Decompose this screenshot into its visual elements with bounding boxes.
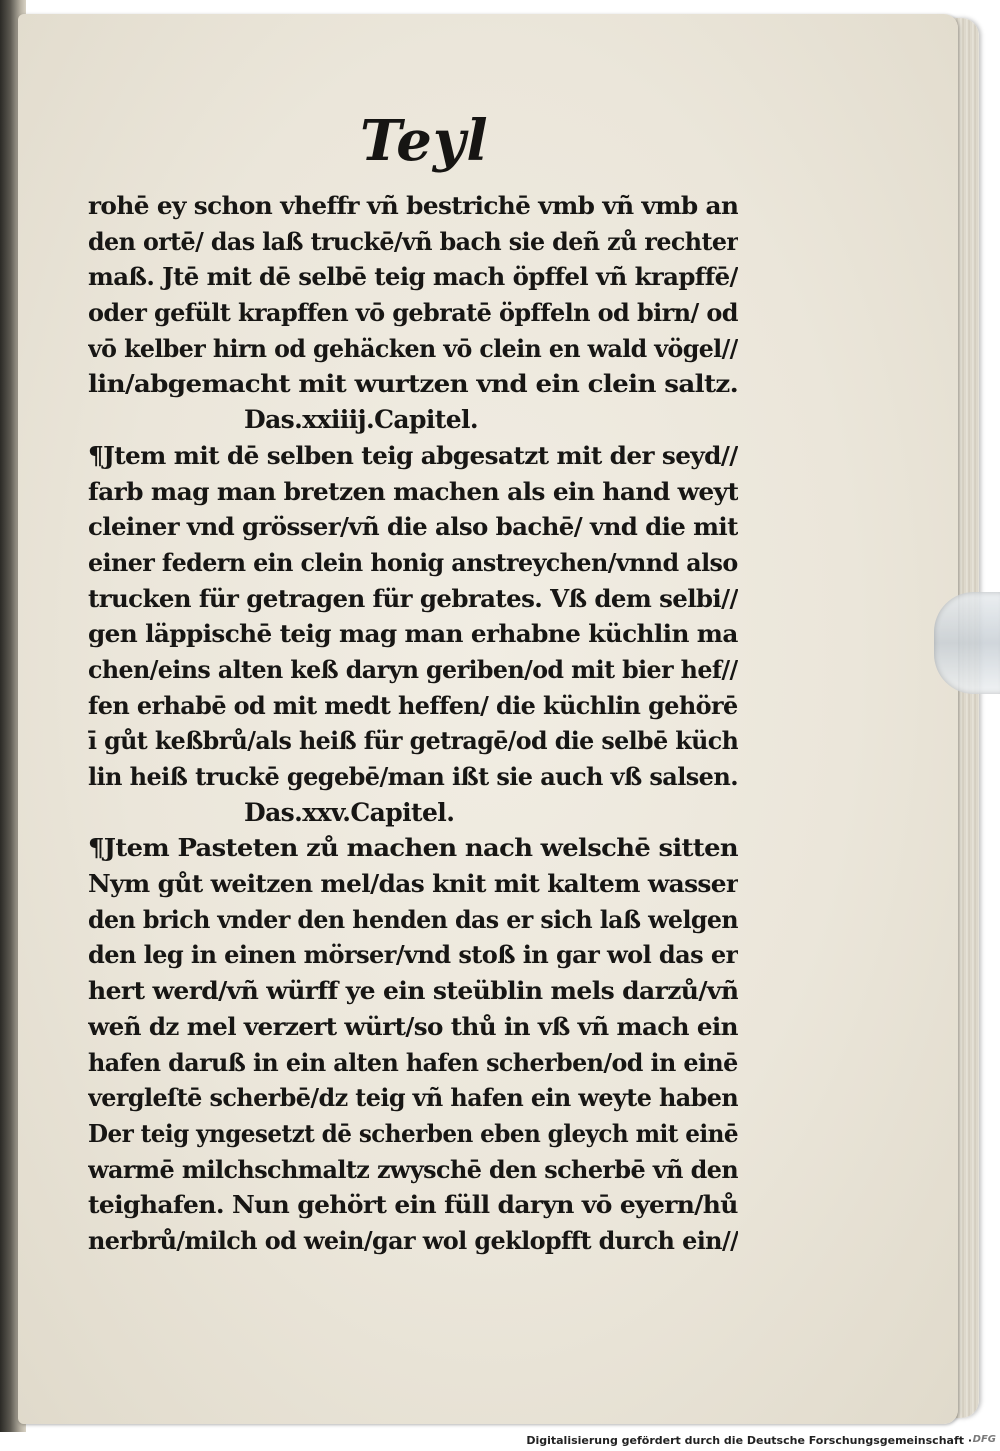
text-line: chen/eins alten keß daryn geriben/od mit bier hef// xyxy=(88,654,738,684)
footer-bar xyxy=(0,1432,1000,1451)
text-line: Der teig yngesetzt dē scherben eben gleych mit einē xyxy=(88,1118,738,1148)
chapter-caption: Das.xxiiij.Capitel. xyxy=(244,405,479,435)
text-line: Nym gůt weitzen mel/das knit mit kaltem wasser xyxy=(88,869,738,899)
text-line: trucken für getragen für gebrates. Vß dem selbi// xyxy=(88,583,738,613)
funding-notice: Digitalisierung gefördert durch die Deutsche Forschungsgemeinschaft · xyxy=(526,1434,972,1447)
page-heading: Teyl xyxy=(360,108,489,174)
text-line: einer federn ein clein honig anstreychen/vnnd also xyxy=(88,547,738,577)
text-line: vō kelber hirn od gehäcken vō clein en wald vögel// xyxy=(88,333,738,363)
page-clip-tab xyxy=(934,592,1000,694)
text-line: ¶Jtem Pasteten zů machen nach welschē sitten xyxy=(88,833,738,863)
chapter-caption: Das.xxv.Capitel. xyxy=(244,797,455,827)
text-line: cleiner vnd grösser/vñ die also bachē/ vnd die mit xyxy=(88,512,738,542)
text-line: lin heiß truckē gegebē/man ißt sie auch vß salsen. xyxy=(88,762,738,791)
text-line: gen läppischē teig mag man erhabne küchlin ma xyxy=(88,619,738,649)
text-line: weñ dz mel verzert würt/so thů in vß vñ mach ein xyxy=(88,1011,738,1041)
text-line: den leg in einen mörser/vnd stoß in gar wol das er xyxy=(88,940,738,970)
page-text xyxy=(88,188,748,1259)
text-line: oder gefült krapffen vō gebratē öpffeln od birn/ od xyxy=(88,298,738,328)
text-line: den ortē/ das laß truckē/vñ bach sie deñ zů rechter xyxy=(88,226,738,256)
text-line: nerbrů/milch od wein/gar wol geklopfft durch ein// xyxy=(88,1225,738,1255)
text-line: hert werd/vñ würff ye ein steüblin mels darzů/vñ xyxy=(88,976,738,1006)
text-line: ī gůt keßbrů/als heiß für getragē/od die selbē küch xyxy=(88,726,738,756)
text-line: warmē milchschmaltz zwyschē den scherbē vñ den xyxy=(88,1154,738,1184)
text-line: ¶Jtem mit dē selben teig abgesatzt mit der seyd// xyxy=(88,440,738,470)
text-line: fen erhabē od mit medt heffen/ die küchlin gehörē xyxy=(88,690,738,720)
text-line: teighafen. Nun gehört ein füll daryn vō eyern/hů xyxy=(88,1190,738,1220)
text-line: vergleſtē scherbē/dz teig vñ hafen ein weyte haben xyxy=(88,1083,738,1113)
text-line: farb mag man bretzen machen als ein hand weyt xyxy=(88,476,738,506)
text-line: den brich vnder den henden das er sich laß welgen xyxy=(88,904,738,934)
text-line: hafen daruß in ein alten hafen scherben/od in einē xyxy=(88,1047,738,1077)
dfg-logo: DFG xyxy=(972,1434,996,1445)
text-line: lin/abgemacht mit wurtzen vnd ein clein saltz. xyxy=(88,369,738,399)
text-line: maß. Jtē mit dē selbē teig mach öpffel vñ krapffē/ xyxy=(88,262,738,292)
text-line: rohē ey schon vheffr vñ bestrichē vmb vñ vmb an xyxy=(88,191,738,220)
